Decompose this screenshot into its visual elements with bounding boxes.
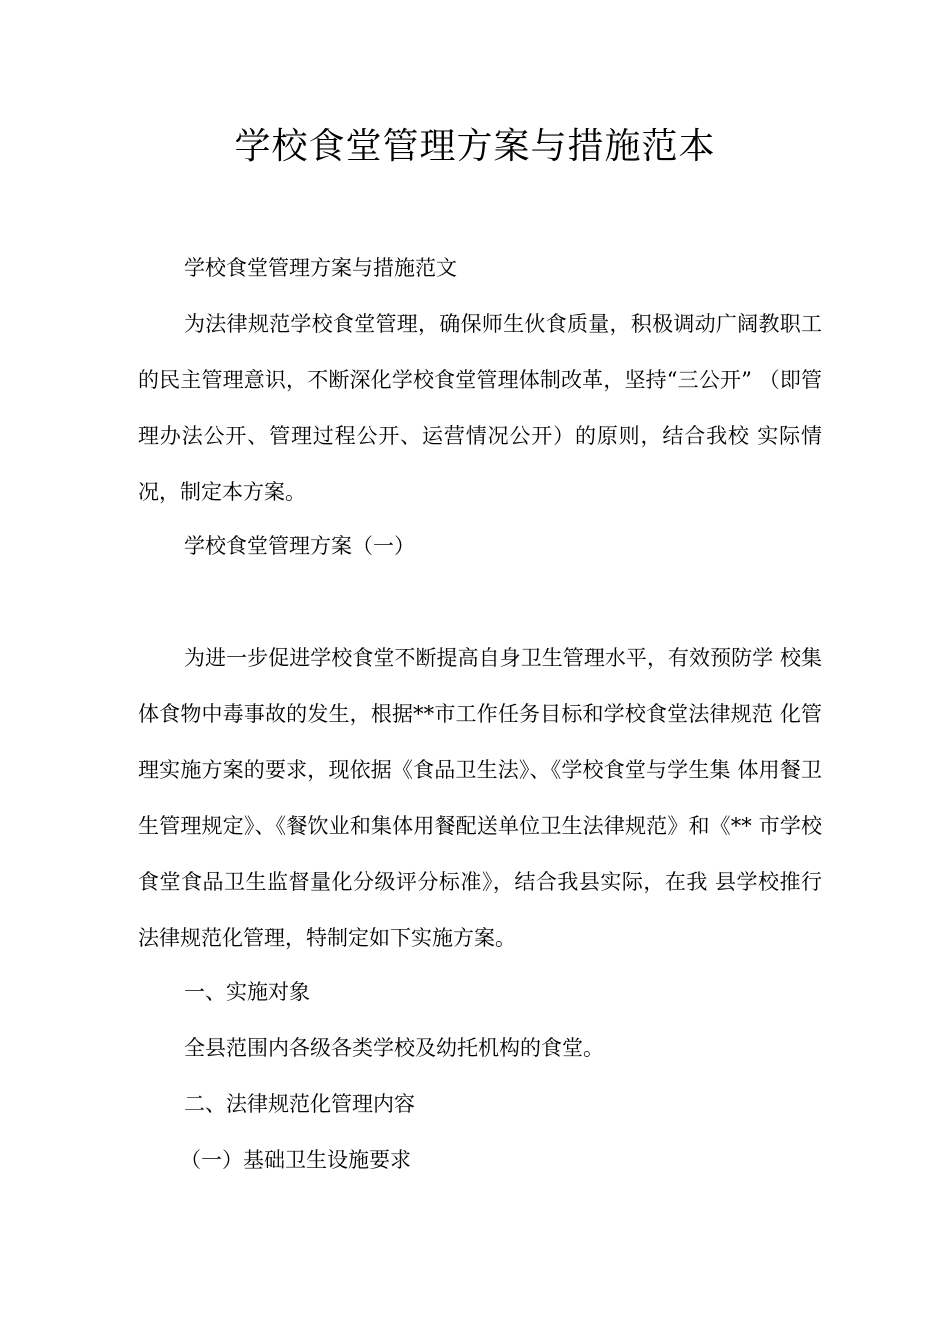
subtitle-paragraph: 学校食堂管理方案与措施范文 (184, 256, 457, 280)
implementation-target-text: 全县范围内各级各类学校及幼托机构的食堂。 (184, 1036, 604, 1060)
subheading-basic-facilities: （一）基础卫生设施要求 (180, 1148, 411, 1172)
heading-management-content: 二、法律规范化管理内容 (184, 1092, 415, 1116)
heading-implementation-target: 一、实施对象 (184, 980, 310, 1004)
document-title: 学校食堂管理方案与措施范本 (234, 126, 716, 167)
intro-paragraph: 为法律规范学校食堂管理，确保师生伙食质量，积极调动广阔教职工 的民主管理意识，不断深化学校食堂管理体制改革，坚持“三公开” （即管理办法公开、管理过程公开、运营情况公开）的原则，结合我校 实际情况，制定本方案。 (138, 312, 822, 504)
plan-one-paragraph: 为进一步促进学校食堂不断提高自身卫生管理水平，有效预防学 校集体食物中毒事故的发生，根据**市工作任务目标和学校食堂法律规范 化管理实施方案的要求，现依据《食品卫生法》、《学校食堂与学生集 体用餐卫生管理规定》、《餐饮业和集体用餐配送单位卫生法律规范》和《** 市学校食堂食品卫生监督量化分级评分标准》，结合我县实际，在我 县学校推行法律规范化管理，特制定如下实施方案。 (138, 646, 822, 950)
section-heading-plan-one: 学校食堂管理方案（一） (184, 534, 415, 558)
